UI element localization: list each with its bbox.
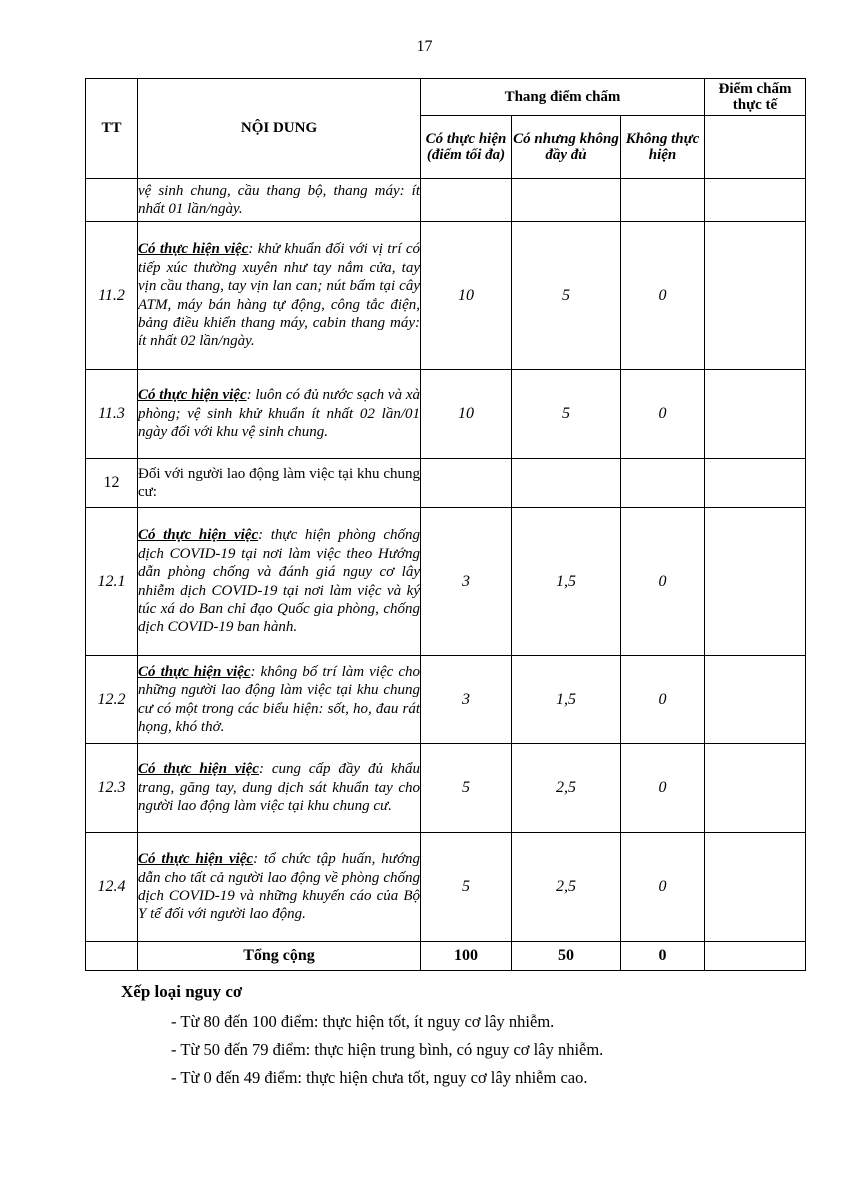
header-actual-blank (705, 116, 806, 179)
row-content (138, 656, 421, 744)
row-tt: 12 (86, 459, 138, 508)
page-number: 17 (416, 38, 433, 55)
row-content (138, 370, 421, 459)
row-actual-score (705, 222, 806, 370)
row-tt: 11.3 (86, 370, 138, 459)
total-row (86, 942, 806, 971)
row-content (138, 508, 421, 656)
header-tt: TT (86, 79, 138, 179)
header-scale: Thang điểm chấm (421, 79, 705, 116)
table-row (86, 370, 806, 459)
row-full-score: 3 (421, 508, 512, 656)
row-lead: Có thực hiện việc (138, 527, 259, 544)
header-actual-score: Điểm chấm thực tế (705, 79, 806, 116)
row-lead: Có thực hiện việc (138, 387, 247, 404)
row-no-score (621, 179, 705, 222)
row-tt: 12.4 (86, 833, 138, 942)
row-actual-score (705, 370, 806, 459)
header-no-score: Không thực hiện (621, 116, 705, 179)
scoring-table (85, 78, 806, 971)
table-row (86, 656, 806, 744)
row-partial-score: 1,5 (512, 656, 621, 744)
row-content (138, 459, 421, 508)
total-partial-score: 50 (512, 942, 621, 971)
row-partial-score (512, 459, 621, 508)
row-actual-score (705, 833, 806, 942)
row-actual-score (705, 508, 806, 656)
row-content (138, 222, 421, 370)
header-content: NỘI DUNG (138, 79, 421, 179)
row-tt: 12.3 (86, 744, 138, 833)
row-partial-score (512, 179, 621, 222)
row-full-score: 5 (421, 744, 512, 833)
list-item: - Từ 80 đến 100 điểm: thực hiện tốt, ít nguy cơ lây nhiễm. (171, 1012, 555, 1031)
row-tt: 12.2 (86, 656, 138, 744)
table-row (86, 833, 806, 942)
table-row (86, 459, 806, 508)
row-full-score: 10 (421, 370, 512, 459)
row-no-score: 0 (621, 833, 705, 942)
row-text: Đối với người lao động làm việc tại khu chung cư: (138, 465, 420, 500)
header-partial-score: Có nhưng không đầy đủ (512, 116, 621, 179)
row-partial-score: 2,5 (512, 833, 621, 942)
row-full-score: 10 (421, 222, 512, 370)
row-actual-score (705, 656, 806, 744)
row-tt: 12.1 (86, 508, 138, 656)
row-text: vệ sinh chung, cầu thang bộ, thang máy: ít nhất 01 lần/ngày. (138, 182, 420, 217)
row-full-score: 3 (421, 656, 512, 744)
row-full-score (421, 179, 512, 222)
row-no-score: 0 (621, 508, 705, 656)
row-no-score: 0 (621, 370, 705, 459)
risk-classification-title: Xếp loại nguy cơ (121, 982, 243, 1001)
row-partial-score: 1,5 (512, 508, 621, 656)
table-row (86, 744, 806, 833)
row-content (138, 744, 421, 833)
total-full-score: 100 (421, 942, 512, 971)
row-no-score: 0 (621, 656, 705, 744)
total-label: Tổng cộng (138, 942, 421, 971)
list-item: - Từ 0 đến 49 điểm: thực hiện chưa tốt, nguy cơ lây nhiễm cao. (171, 1068, 588, 1087)
row-lead: Có thực hiện việc (138, 761, 259, 778)
row-lead: Có thực hiện việc (138, 663, 251, 680)
row-actual-score (705, 459, 806, 508)
row-text: : cung cấp đầy đủ khẩu trang, găng tay, dung dịch sát khuẩn tay cho người lao động làm việc tại khu chung cư. (138, 761, 420, 815)
row-lead: Có thực hiện việc (138, 241, 249, 258)
row-actual-score (705, 744, 806, 833)
row-no-score (621, 459, 705, 508)
row-partial-score: 5 (512, 222, 621, 370)
row-text: : khử khuẩn đối với vị trí có tiếp xúc thường xuyên như tay nắm cửa, tay vịn cầu thang, tay vịn lan can; nút bấm tại cây ATM, máy bán hàng tự động, công tắc điện, bảng điều khiển thang máy, cabin thang máy: ít nhất 02 lần/ngày. (138, 241, 420, 350)
row-actual-score (705, 179, 806, 222)
row-tt: 11.2 (86, 222, 138, 370)
total-actual-score (705, 942, 806, 971)
row-text: : tổ chức tập huấn, hướng dẫn cho tất cả người lao động về phòng chống dịch COVID-19 và những khuyến cáo của Bộ Y tế đối với người lao động. (138, 851, 420, 923)
row-content (138, 833, 421, 942)
total-tt-blank (86, 942, 138, 971)
row-full-score (421, 459, 512, 508)
row-text: : thực hiện phòng chống dịch COVID-19 tại nơi làm việc theo Hướng dẫn phòng chống và đánh giá nguy cơ lây nhiễm dịch COVID-19 tại nơi làm việc và ký túc xá do Ban chỉ đạo Quốc gia phòng, chống dịch COVID-19 ban hành. (138, 527, 421, 636)
header-full-score: Có thực hiện (điểm tối đa) (421, 116, 512, 179)
table-row (86, 179, 806, 222)
row-no-score: 0 (621, 222, 705, 370)
list-item: - Từ 50 đến 79 điểm: thực hiện trung bình, có nguy cơ lây nhiễm. (171, 1040, 604, 1059)
row-partial-score: 2,5 (512, 744, 621, 833)
table-row (86, 222, 806, 370)
table-row (86, 508, 806, 656)
row-tt (86, 179, 138, 222)
row-partial-score: 5 (512, 370, 621, 459)
row-content (138, 179, 421, 222)
risk-classification-list (171, 1011, 603, 1095)
row-lead: Có thực hiện việc (138, 851, 254, 868)
row-full-score: 5 (421, 833, 512, 942)
row-text: : luôn có đủ nước sạch và xà phòng; vệ sinh khử khuẩn ít nhất 02 lần/01 ngày đối với khu vệ sinh chung. (138, 387, 420, 441)
row-no-score: 0 (621, 744, 705, 833)
total-no-score: 0 (621, 942, 705, 971)
row-text: : không bố trí làm việc cho những người lao động làm việc tại khu chung cư có một trong các biểu hiện: sốt, ho, đau rát họng, khó thở. (138, 663, 420, 735)
